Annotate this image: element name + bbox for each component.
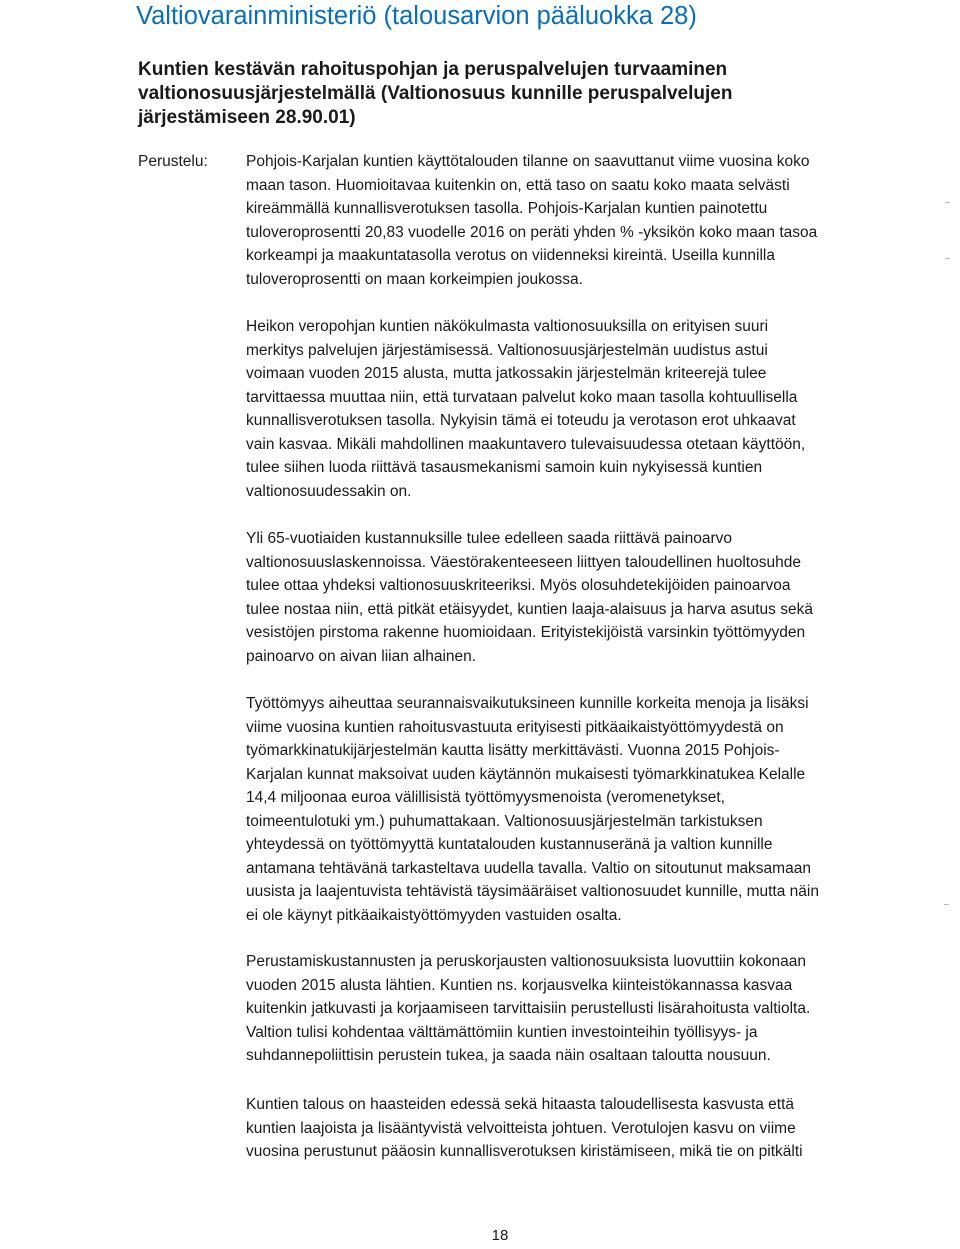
text-line: yhteydessä on työttömyyttä kuntatalouden kustannuseränä ja valtion kunnille — [246, 836, 773, 853]
text-line: Karjalan kunnat maksoivat uuden käytännön mukaisesti työmarkkinatukea Kelalle — [246, 765, 806, 783]
section-heading: Kuntien kestävän rahoituspohjan ja peruspalvelujen turvaaminen valtionosuusjärjestelmällä (Valtionosuus kunnille peruspalvelujen järjestämiseen 28.90.01) — [138, 59, 733, 128]
paragraph-6 — [246, 1093, 866, 1164]
text-line: Heikon veropohjan kuntien näkökulmasta valtionosuuksilla on erityisen suuri — [246, 318, 769, 335]
text-line: 14,4 miljoonaa euroa välillisistä työttömyysmenoista (veromenetykset, — [246, 789, 725, 806]
page-number: 18 — [491, 1227, 509, 1244]
text-line: kuitenkin jatkuvasti ja korjaamiseen tarvittaisiin perustellusti lisärahoitusta valtiolta. — [246, 1000, 811, 1017]
text-line: tulee ottaa yhdeksi valtionosuuskriteeriksi. Myös olosuhdetekijöiden painoarvoa — [246, 577, 791, 594]
text-line: maan tason. Huomioitavaa kuitenkin on, että taso on saatu koko maata selvästi — [246, 176, 790, 194]
paragraph-4 — [246, 692, 866, 927]
text-line: merkitys palvelujen järjestämisessä. Valtionosuusjärjestelmän uudistus astui — [246, 341, 768, 359]
text-line: kireämmällä kunnallisverotuksen tasolla. Pohjois-Karjalan kuntien painotettu — [246, 200, 768, 217]
text-line: Työttömyys aiheuttaa seurannaisvaikutuksineen kunnille korkeita menoja ja lisäksi — [246, 695, 809, 712]
text-line: vuosina perustunut pääosin kunnallisverotuksen kiristämiseen, mikä tie on pitkälti — [246, 1143, 803, 1160]
text-line: valtionosuudessakin on. — [246, 482, 412, 500]
paragraph-1 — [246, 150, 866, 291]
text-line: tuloveroprosentti on maan korkeimpien joukossa. — [246, 270, 583, 288]
text-line: kunnallisverotuksen tasolla. Nykyisin tämä ei toteudu ja verotason erot uhkaavat — [246, 412, 796, 429]
scan-mark — [944, 904, 949, 905]
text-line: työmarkkinatukijärjestelmän kautta lisätty merkittävästi. Vuonna 2015 Pohjois- — [246, 742, 780, 759]
text-line: ei ole käynyt pitkäaikaistyöttömyyden vastuiden osalta. — [246, 906, 622, 924]
text-line: painoarvo on aivan liian alhainen. — [246, 647, 477, 665]
text-line: Valtion tulisi kohdentaa välttämättömiin kuntien investointeihin työllisyys- ja — [246, 1023, 758, 1041]
text-line: tarvittaessa muuttaa niin, että turvataan palvelut koko maan tasolla kohtuullisella — [246, 388, 798, 406]
text-line: Perustamiskustannusten ja peruskorjausten valtionosuuksista luovuttiin kokonaan — [246, 953, 807, 970]
perustelu-label: Perustelu: — [138, 153, 208, 170]
paragraph-5 — [246, 950, 866, 1068]
text-line: toimeentulotuki ym.) puhumattakaan. Valtionosuusjärjestelmän tarkistuksen — [246, 812, 763, 830]
ministry-title: Valtiovarainministeriö (talousarvion pääluokka 28) — [136, 2, 697, 30]
text-line: Pohjois-Karjalan kuntien käyttötalouden tilanne on saavuttanut viime vuosina koko — [246, 153, 810, 170]
text-line: voimaan vuoden 2015 alusta, mutta jatkossakin järjestelmän kriteerejä tulee — [246, 365, 767, 382]
text-line: vain kasvaa. Mikäli mahdollinen maakuntavero tulevaisuudessa otetaan käyttöön, — [246, 435, 806, 453]
text-line: vesistöjen pirstoma rakenne huomioidaan. Erityistekijöistä varsinkin työttömyyden — [246, 624, 806, 641]
text-line: tuloveroprosentti 20,83 vuodelle 2016 on peräti yhden % -yksikön koko maan tasoa — [246, 223, 818, 241]
text-line: valtionosuuslaskennoissa. Väestörakenteeseen liittyen taloudellinen huoltosuhde — [246, 553, 801, 571]
text-line: Yli 65-vuotiaiden kustannuksille tulee edelleen saada riittävä painoarvo — [246, 530, 732, 547]
scan-mark — [945, 258, 950, 259]
text-line: viime vuosina kuntien rahoitusvastuuta erityisesti pitkäaikaistyöttömyydestä on — [246, 718, 784, 736]
paragraph-3 — [246, 527, 866, 668]
text-line: korkeampi ja maakuntatasolla verotus on viidenneksi kireintä. Useilla kunnilla — [246, 247, 775, 264]
text-line: Kuntien talous on haasteiden edessä sekä hitaasta taloudellisesta kasvusta että — [246, 1096, 795, 1113]
text-line: kuntien laajoista ja lisääntyvistä velvoitteista johtuen. Verotulojen kasvu on viime — [246, 1119, 796, 1137]
text-line: antamana tehtävänä tarkasteltava uudella tavalla. Valtio on sitoutunut maksamaan — [246, 859, 811, 877]
text-line: uusista ja laajentuvista tehtävistä täysimääräiset valtionosuudet kunnille, mutta näin — [246, 883, 819, 900]
paragraph-2 — [246, 315, 866, 503]
scan-mark — [945, 202, 950, 203]
text-line: vuoden 2015 alusta lähtien. Kuntien ns. korjausvelka kiinteistökannassa kasvaa — [246, 976, 793, 994]
text-line: tulee siihen luoda riittävä tasausmekanismi samoin kuin nykyisessä kuntien — [246, 459, 763, 476]
text-line: suhdannepoliittisin perustein tukea, ja saada näin osaltaan taloutta nousuun. — [246, 1047, 771, 1064]
text-line: tulee nostaa niin, että pitkät etäisyydet, kuntien laaja-alaisuus ja harva asutus sekä — [246, 600, 813, 618]
